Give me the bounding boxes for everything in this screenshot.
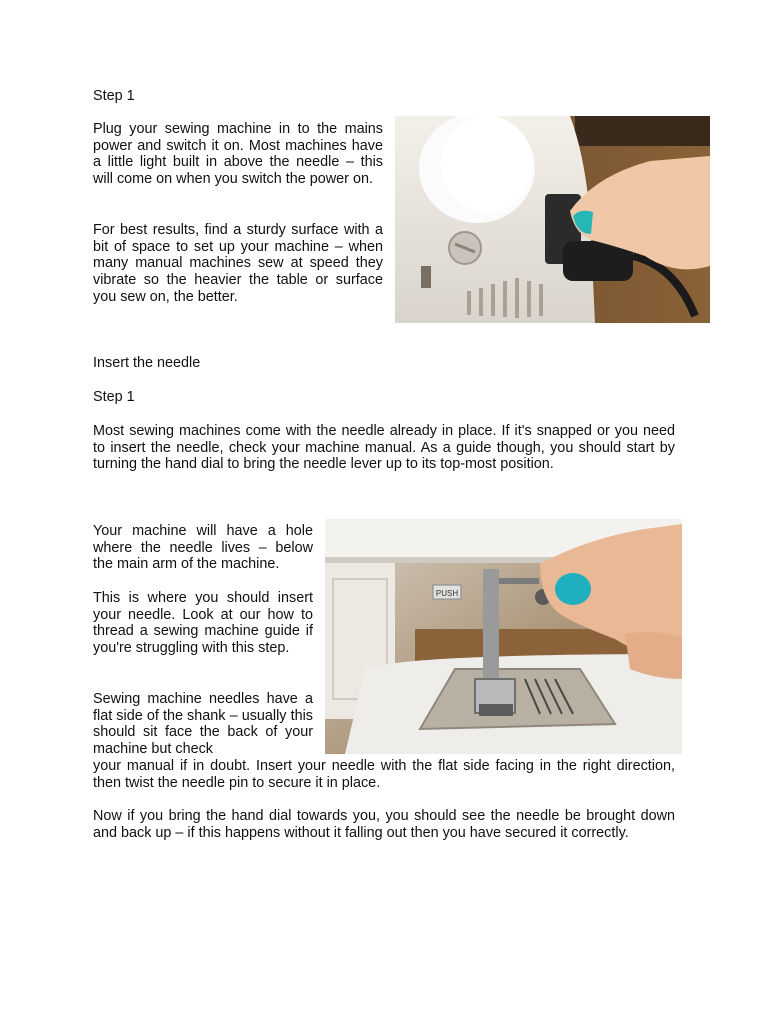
paragraph-flat-side: Sewing machine needles have a flat side of the shank – usually this should sit face the back of your machine but check — [93, 691, 313, 758]
push-label: PUSH — [435, 589, 459, 598]
paragraph-flat-side-cont: your manual if in doubt. Insert your needle with the flat side facing in the right direction, then twist the needle pin to secure it in place. — [93, 758, 675, 791]
paragraph-insert: This is where you should insert your needle. Look at our how to thread a sewing machine guide if you're struggling with this step. — [93, 590, 313, 657]
paragraph-surface: For best results, find a sturdy surface with a bit of space to set up your machine – when many manual machines sew at speed they vibrate so the heavier the table or surface you sew on, the better. — [93, 222, 383, 305]
step-heading-2: Step 1 — [93, 389, 135, 405]
step-heading: Step 1 — [93, 88, 135, 104]
paragraph-plug-in: Plug your sewing machine in to the mains power and switch it on. Most machines have a little light built in above the needle – this will come on when you switch the power on. — [93, 121, 383, 188]
photo-plug-in-machine — [395, 116, 710, 323]
photo-plug-in-illustration — [395, 116, 710, 323]
paragraph-needle-intro: Most sewing machines come with the needle already in place. If it's snapped or you need to insert the needle, check your machine manual. As a guide though, you should start by turning the hand dial to bring the needle lever up to its top-most position. — [93, 423, 675, 473]
paragraph-hole: Your machine will have a hole where the needle lives – below the main arm of the machine. — [93, 523, 313, 573]
photo-needle-illustration — [325, 519, 682, 754]
photo-insert-needle — [325, 519, 682, 754]
paragraph-hand-dial: Now if you bring the hand dial towards you, you should see the needle be brought down and back up – if this happens without it falling out then you have secured it correctly. — [93, 808, 675, 841]
section-title: Insert the needle — [93, 355, 201, 371]
